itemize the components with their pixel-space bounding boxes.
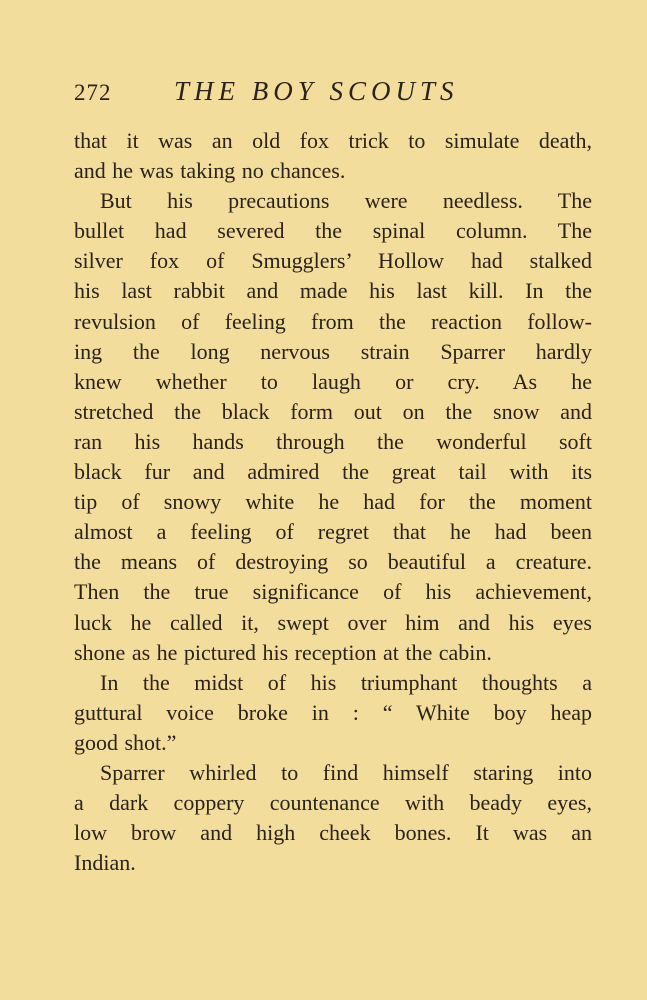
text-line: ran his hands through the wonderful soft bbox=[74, 428, 592, 454]
text-line: Sparrer whirled to find himself staring into bbox=[100, 759, 592, 785]
text-line: In the midst of his triumphant thoughts a bbox=[100, 669, 592, 695]
text-line: tip of snowy white he had for the moment bbox=[74, 489, 592, 515]
running-title: THE BOY SCOUTS bbox=[174, 76, 459, 106]
text-line: guttural voice broke in : “ White boy heap bbox=[74, 699, 592, 725]
text-line: good shot.” bbox=[74, 729, 177, 755]
text-line: low brow and high cheek bones. It was an bbox=[74, 820, 592, 846]
page-body-text bbox=[74, 126, 592, 878]
text-line: and he was taking no chances. bbox=[74, 158, 346, 184]
text-line: Indian. bbox=[74, 850, 136, 876]
text-line: Then the true significance of his achievement, bbox=[74, 579, 592, 605]
text-line: a dark coppery countenance with beady eyes, bbox=[74, 790, 592, 816]
text-line: black fur and admired the great tail with its bbox=[74, 459, 592, 485]
page-number: 272 bbox=[74, 80, 112, 105]
text-line: that it was an old fox trick to simulate death, bbox=[74, 128, 592, 153]
text-line: shone as he pictured his reception at the cabin. bbox=[74, 639, 492, 665]
text-line: But his precautions were needless. The bbox=[100, 188, 592, 214]
text-line: revulsion of feeling from the reaction follow- bbox=[74, 308, 592, 334]
page-header bbox=[74, 76, 514, 110]
text-line: ing the long nervous strain Sparrer hardly bbox=[74, 338, 592, 364]
text-line: bullet had severed the spinal column. The bbox=[74, 218, 592, 244]
text-line: stretched the black form out on the snow and bbox=[74, 398, 592, 424]
text-line: knew whether to laugh or cry. As he bbox=[74, 368, 592, 394]
text-line: his last rabbit and made his last kill. In the bbox=[74, 278, 592, 304]
text-line: the means of destroying so beautiful a creature. bbox=[74, 549, 592, 575]
text-line: almost a feeling of regret that he had been bbox=[74, 519, 592, 545]
text-line: silver fox of Smugglers’ Hollow had stalked bbox=[74, 248, 592, 274]
text-line: luck he called it, swept over him and his eyes bbox=[74, 609, 592, 635]
